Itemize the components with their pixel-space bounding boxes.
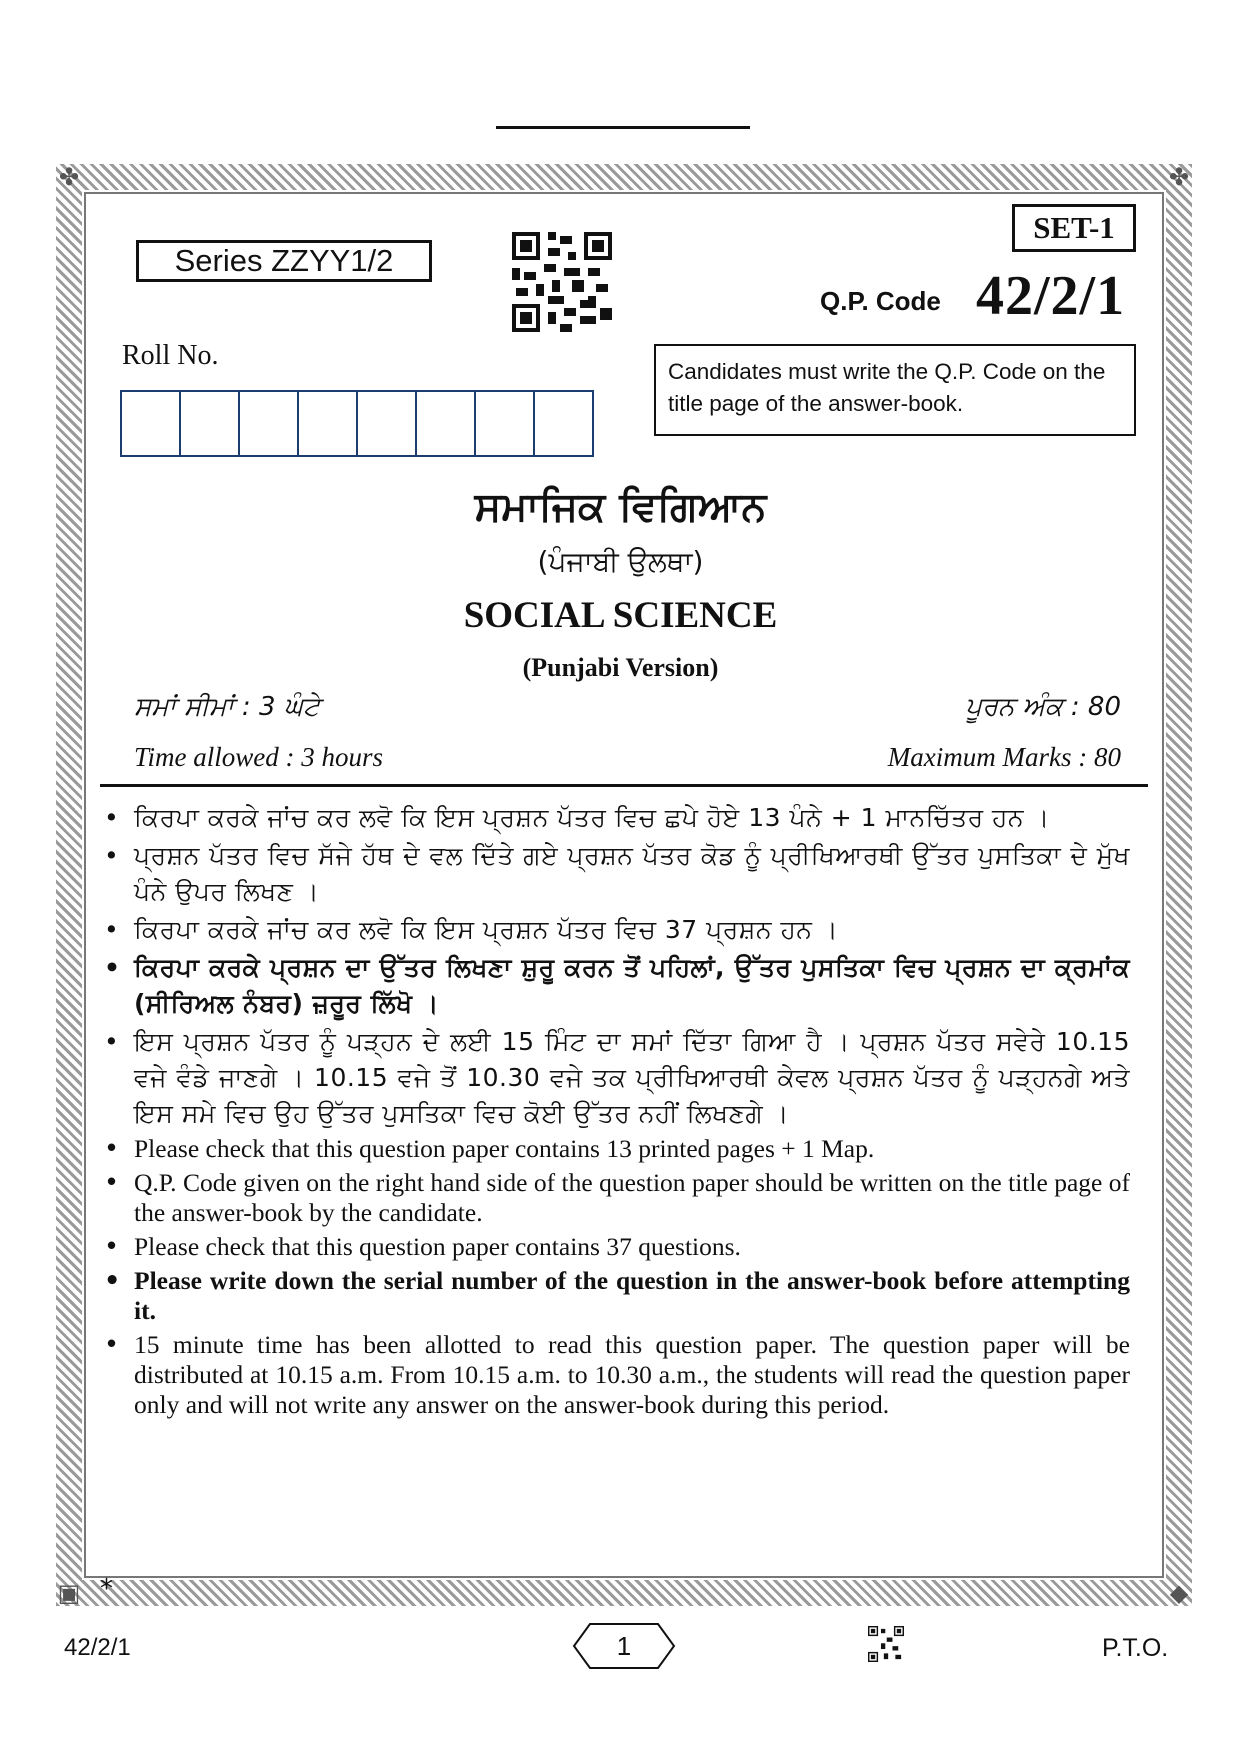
bullet-icon: •	[104, 803, 120, 832]
instruction-text: Please check that this question paper contains 13 printed pages + 1 Map.	[134, 1134, 875, 1163]
qp-code-notice: Candidates must write the Q.P. Code on the title page of the answer-book.	[654, 344, 1136, 436]
bullet-icon: •	[104, 1134, 120, 1164]
page-number-value: 1	[616, 1630, 632, 1661]
roll-digit-box[interactable]	[181, 392, 240, 455]
instruction-item	[100, 1266, 1130, 1326]
instruction-item	[100, 1024, 1130, 1132]
max-marks-punjabi: ਪੂਰਨ ਅੰਕ : 80	[965, 692, 1121, 722]
roll-digit-box[interactable]	[358, 392, 417, 455]
subtitle-punjabi: (ਪੰਜਾਬੀ ਉਲਥਾ)	[537, 545, 704, 578]
instruction-text: Please check that this question paper contains 37 questions.	[134, 1232, 741, 1261]
instruction-text: ਕਿਰਪਾ ਕਰਕੇ ਪ੍ਰਸ਼ਨ ਦਾ ਉੱਤਰ ਲਿਖਣਾ ਸ਼ੁਰੂ ਕਰਨ ਤੋਂ ਪਹਿਲਾਂ, ਉੱਤਰ ਪੁਸਤਿਕਾ ਵਿਚ ਪ੍ਰਸ਼ਨ ਦਾ ਕ੍ਰਮਾਂਕ (ਸੀਰਿਅਲ ਨੰਬਰ) ਜ਼ਰੂਰ ਲਿੱਖੋ ।	[134, 953, 1130, 1018]
corner-ornament-icon: ✤	[58, 163, 80, 191]
series-label: Series ZZYY1/2	[136, 240, 432, 282]
top-rule	[496, 126, 750, 129]
roll-digit-box[interactable]	[535, 392, 592, 455]
footer-qr-code-icon	[868, 1626, 904, 1662]
meander-ornament-icon: ▣	[57, 1579, 81, 1607]
bullet-icon: •	[104, 1330, 120, 1360]
instructions-list	[100, 800, 1130, 1424]
instruction-text: ਕਿਰਪਾ ਕਰਕੇ ਜਾਂਚ ਕਰ ਲਵੋ ਕਿ ਇਸ ਪ੍ਰਸ਼ਨ ਪੱਤਰ ਵਿਚ ਛਪੇ ਹੋਏ 13 ਪੰਨੇ + 1 ਮਾਨਚਿੱਤਰ ਹਨ ।	[134, 803, 1050, 832]
set-label: SET-1	[1012, 204, 1136, 252]
qr-code-icon	[512, 232, 612, 332]
instruction-text: Please write down the serial number of the question in the answer-book before attempting it.	[134, 1266, 1130, 1325]
qp-code-value: 42/2/1	[976, 265, 1126, 327]
subtitle-english: (Punjabi Version)	[522, 653, 719, 682]
title-punjabi: ਸਮਾਜਿਕ ਵਿਗਿਆਨ	[474, 484, 767, 530]
bullet-icon: •	[104, 841, 120, 870]
max-marks-english: Maximum Marks : 80	[887, 742, 1121, 772]
bullet-icon: •	[104, 1027, 120, 1056]
title-english: SOCIAL SCIENCE	[463, 595, 778, 636]
diamond-ornament-icon: ◆	[1169, 1579, 1189, 1607]
bullet-icon: •	[104, 1266, 121, 1296]
bullet-icon: •	[104, 1232, 120, 1262]
bullet-icon: •	[104, 915, 120, 944]
roll-digit-box[interactable]	[417, 392, 476, 455]
instruction-item	[100, 912, 1130, 948]
pto-label: P.T.O.	[1102, 1634, 1169, 1662]
time-allowed-punjabi: ਸਮਾਂ ਸੀਮਾਂ : 3 ਘੰਟੇ	[134, 692, 320, 722]
instruction-item	[100, 950, 1130, 1022]
instruction-item	[100, 1168, 1130, 1228]
instruction-text: Q.P. Code given on the right hand side of the question paper should be written on the title page of the answer-book by the candidate.	[134, 1168, 1130, 1227]
instruction-item	[100, 838, 1130, 910]
roll-number-boxes[interactable]	[120, 390, 594, 457]
instruction-text: ਇਸ ਪ੍ਰਸ਼ਨ ਪੱਤਰ ਨੂੰ ਪੜ੍ਹਨ ਦੇ ਲਈ 15 ਮਿੰਟ ਦਾ ਸਮਾਂ ਦਿੱਤਾ ਗਿਆ ਹੈ । ਪ੍ਰਸ਼ਨ ਪੱਤਰ ਸਵੇਰੇ 10.15 ਵਜੇ ਵੰਡੇ ਜਾਣਗੇ । 10.15 ਵਜੇ ਤੋਂ 10.30 ਵਜੇ ਤਕ ਪ੍ਰੀਖਿਆਰਥੀ ਕੇਵਲ ਪ੍ਰਸ਼ਨ ਪੱਤਰ ਨੂੰ ਪੜ੍ਹਨਗੇ ਅਤੇ ਇਸ ਸਮੇ ਵਿਚ ਉਹ ਉੱਤਰ ਪੁਸਤਿਕਾ ਵਿਚ ਕੋਈ ਉੱਤਰ ਨਹੀਂ ਲਿਖਣਗੇ ।	[134, 1027, 1130, 1128]
instruction-text: ਕਿਰਪਾ ਕਰਕੇ ਜਾਂਚ ਕਰ ਲਵੋ ਕਿ ਇਸ ਪ੍ਰਸ਼ਨ ਪੱਤਰ ਵਿਚ 37 ਪ੍ਰਸ਼ਨ ਹਨ ।	[134, 915, 839, 944]
roll-number-label: Roll No.	[122, 340, 219, 371]
page-number	[572, 1622, 676, 1675]
roll-digit-box[interactable]	[240, 392, 299, 455]
instruction-text: 15 minute time has been allotted to read this question paper. The question paper will be distributed at 10.15 a.m. From 10.15 a.m. to 10.30 a.m., the students will read the question paper only and will not write any answer on the answer-book during this period.	[134, 1330, 1130, 1419]
instruction-item	[100, 800, 1130, 836]
roll-digit-box[interactable]	[476, 392, 535, 455]
instruction-item	[100, 1330, 1130, 1420]
roll-digit-box[interactable]	[299, 392, 358, 455]
bullet-icon: •	[104, 953, 121, 982]
qp-code-label: Q.P. Code	[820, 286, 941, 316]
instruction-item	[100, 1134, 1130, 1164]
asterisk-mark: *	[100, 1574, 113, 1604]
roll-digit-box[interactable]	[122, 392, 181, 455]
footer-qp-code: 42/2/1	[64, 1634, 131, 1661]
instruction-item	[100, 1232, 1130, 1262]
time-allowed-english: Time allowed : 3 hours	[134, 742, 384, 772]
bullet-icon: •	[104, 1168, 120, 1198]
instruction-text: ਪ੍ਰਸ਼ਨ ਪੱਤਰ ਵਿਚ ਸੱਜੇ ਹੱਥ ਦੇ ਵਲ ਦਿੱਤੇ ਗਏ ਪ੍ਰਸ਼ਨ ਪੱਤਰ ਕੋਡ ਨੂੰ ਪ੍ਰੀਖਿਆਰਥੀ ਉੱਤਰ ਪੁਸਤਿਕਾ ਦੇ ਮੁੱਖ ਪੰਨੇ ਉਪਰ ਲਿਖਣ ।	[134, 841, 1130, 906]
corner-ornament-icon: ✤	[1168, 163, 1190, 191]
section-divider	[100, 784, 1148, 787]
